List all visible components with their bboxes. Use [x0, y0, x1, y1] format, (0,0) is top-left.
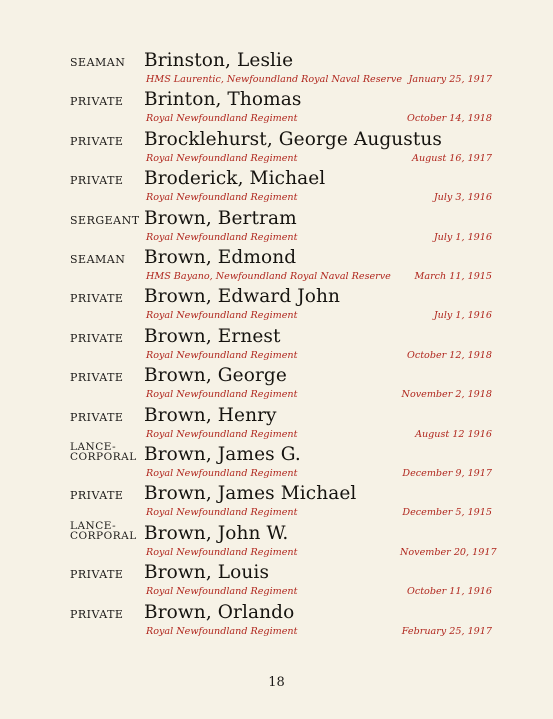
memorial-entry — [0, 405, 553, 445]
memorial-entry — [0, 519, 553, 563]
unit-text: Royal Newfoundland Regiment — [146, 192, 298, 204]
unit-text: Royal Newfoundland Regiment — [146, 310, 298, 322]
memorial-entry — [0, 89, 553, 129]
unit-text: Royal Newfoundland Regiment — [146, 113, 298, 125]
memorial-entry — [0, 208, 553, 248]
soldier-name: Brocklehurst, George Augustus — [144, 128, 443, 150]
rank-label: PRIVATE — [70, 371, 124, 385]
death-date: February 25, 1917 — [401, 625, 492, 637]
unit-text: Royal Newfoundland Regiment — [146, 152, 298, 164]
rank-label: PRIVATE — [70, 134, 124, 148]
soldier-name: Brown, Ernest — [144, 325, 281, 347]
soldier-name: Brinton, Thomas — [144, 89, 302, 111]
rank-label: PRIVATE — [70, 95, 124, 109]
rank-label: LANCE- CORPORAL — [70, 519, 137, 542]
soldier-name: Brown, Henry — [144, 404, 277, 426]
rank-label: PRIVATE — [70, 568, 124, 582]
soldier-name: Brown, James G. — [144, 444, 301, 465]
death-date: December 5, 1915 — [402, 507, 492, 519]
unit-text: Royal Newfoundland Regiment — [146, 507, 298, 519]
rank-label: PRIVATE — [70, 292, 124, 306]
soldier-name: Brinston, Leslie — [144, 50, 294, 71]
unit-text: Royal Newfoundland Regiment — [146, 468, 298, 479]
death-date: November 2, 1918 — [401, 389, 492, 401]
death-date: November 20, 1917 — [400, 546, 497, 558]
unit-text: Royal Newfoundland Regiment — [146, 546, 298, 558]
unit-text: Royal Newfoundland Regiment — [146, 389, 298, 401]
rank-label: PRIVATE — [70, 331, 124, 345]
rank-label: PRIVATE — [70, 607, 124, 621]
soldier-name: Brown, Bertram — [144, 207, 297, 229]
unit-text: Royal Newfoundland Regiment — [146, 586, 298, 598]
unit-text: Royal Newfoundland Regiment — [146, 625, 298, 637]
soldier-name: Brown, Louis — [144, 562, 270, 584]
memorial-entry — [0, 286, 553, 326]
memorial-entry — [0, 365, 553, 405]
page-number: 18 — [268, 675, 285, 690]
soldier-name: Brown, Edmond — [144, 247, 297, 268]
soldier-name: Brown, Orlando — [144, 601, 295, 623]
death-date: July 3, 1916 — [433, 192, 492, 204]
death-date: March 11, 1915 — [414, 271, 492, 282]
death-date: October 12, 1918 — [406, 349, 492, 361]
memorial-entry — [0, 326, 553, 366]
rank-label: SEAMAN — [70, 253, 126, 266]
death-date: December 9, 1917 — [402, 468, 492, 479]
memorial-entry — [0, 562, 553, 602]
memorial-entry — [0, 168, 553, 208]
rank-label: SERGEANT — [70, 213, 140, 227]
memorial-entry — [0, 247, 553, 287]
death-date: January 25, 1917 — [408, 74, 492, 85]
memorial-entry — [0, 50, 553, 90]
memorial-entry — [0, 483, 553, 523]
rank-label: PRIVATE — [70, 489, 124, 503]
soldier-name: Brown, John W. — [144, 522, 289, 544]
death-date: October 14, 1918 — [406, 113, 492, 125]
rank-label: PRIVATE — [70, 410, 124, 424]
unit-text: HMS Laurentic, Newfoundland Royal Naval Reserve — [146, 74, 403, 85]
unit-text: HMS Bayano, Newfoundland Royal Naval Reserve — [146, 271, 391, 282]
memorial-entry — [0, 602, 553, 642]
rank-label: SEAMAN — [70, 56, 126, 69]
soldier-name: Broderick, Michael — [144, 168, 326, 190]
memorial-entry — [0, 129, 553, 169]
death-date: October 11, 1916 — [406, 586, 492, 598]
soldier-name: Brown, George — [144, 365, 287, 387]
death-date: July 1, 1916 — [433, 231, 492, 243]
unit-text: Royal Newfoundland Regiment — [146, 349, 298, 361]
memorial-entry — [0, 441, 553, 484]
soldier-name: Brown, James Michael — [144, 483, 357, 505]
soldier-name: Brown, Edward John — [144, 286, 341, 308]
death-date: August 12 1916 — [415, 428, 492, 440]
death-date: July 1, 1916 — [433, 310, 492, 322]
unit-text: Royal Newfoundland Regiment — [146, 428, 298, 440]
death-date: August 16, 1917 — [412, 152, 492, 164]
rank-label: LANCE- CORPORAL — [70, 441, 137, 463]
rank-label: PRIVATE — [70, 174, 124, 188]
unit-text: Royal Newfoundland Regiment — [146, 231, 298, 243]
